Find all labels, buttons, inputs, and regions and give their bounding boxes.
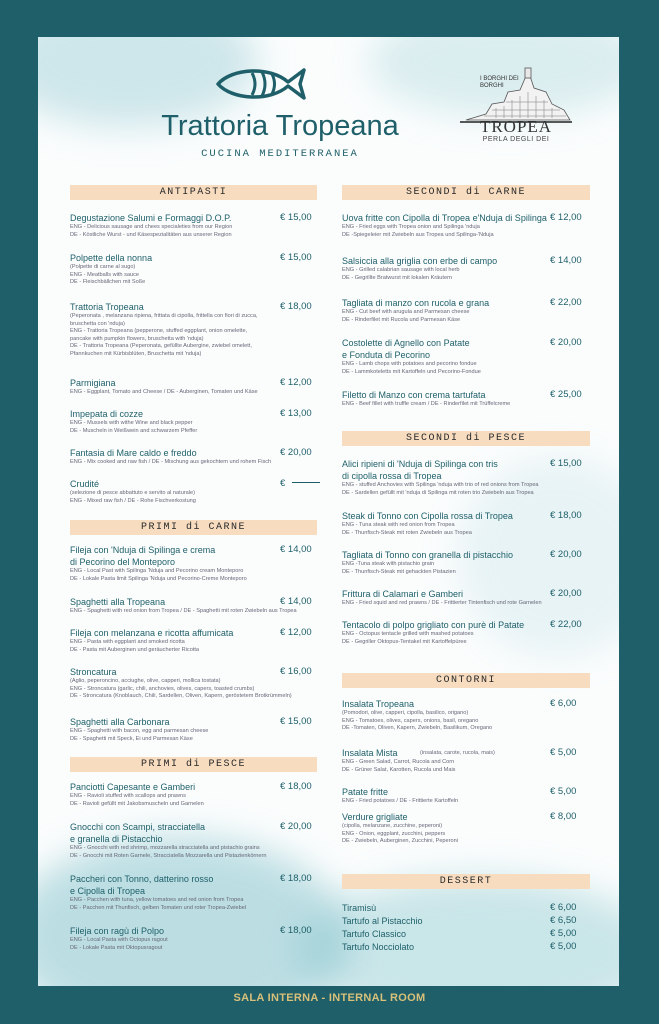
section-header: PRIMI di CARNE [70, 520, 317, 535]
dish-price: € 14,00 [550, 255, 582, 266]
dish-description: DE - Fleischbällchen mit Soße [70, 279, 146, 286]
dish-name: Panciotti Capesante e Gamberi [70, 782, 196, 792]
dish-price: € 15,00 [280, 252, 312, 263]
section-header: SECONDI di CARNE [342, 185, 590, 200]
dish-price: € 12,00 [280, 627, 312, 638]
dish-price: € 6,00 [550, 902, 577, 913]
dish-description: Pfannkuchen mit Kürbisblüten, Bruschetta mit 'nduja) [70, 351, 202, 357]
dish-description: (Polpette di carne al sugo) [70, 264, 136, 270]
dish-price: € 6,00 [550, 698, 577, 709]
dish-price: € 15,00 [280, 716, 312, 727]
dish-description: ENG - stuffed Anchovies with Spilinga 'nduja with trio of red onions from Tropea [342, 482, 539, 488]
dish-name: Polpette della nonna [70, 253, 153, 263]
room-footer: SALA INTERNA - INTERNAL ROOM [233, 992, 426, 1004]
dish-name: Impepata di cozze [70, 409, 144, 419]
dish-name-line2: e Fonduta di Pecorino [342, 350, 431, 360]
dish-description: DE - Sardellen gefüllt mit 'nduja di Spilinga mit roten trio Zwiebeln aus Tropea [342, 489, 534, 496]
dish-description: (cipolla, melanzane, zucchine, peperoni) [342, 823, 443, 829]
dish-description: ENG - Tomatoes, olives, capers, onions, basil, oregano [342, 717, 479, 724]
dish-price: € 18,00 [280, 301, 312, 312]
dish-price: € 12,00 [280, 377, 312, 388]
dish-name: Filetto di Manzo con crema tartufata [342, 390, 486, 400]
dish-name: Patate fritte [342, 787, 389, 797]
dish-price: € 5,00 [550, 928, 577, 939]
section-header: DESSERT [342, 874, 590, 889]
dish-description: ENG - Fried eggs with Tropea onion and Spilinga 'nduja [342, 224, 480, 230]
dish-price: € 20,00 [280, 821, 312, 832]
dish-description: ENG - Tuna steak with red onion from Tropea [342, 522, 455, 528]
dish-price: € 8,00 [550, 811, 577, 822]
dish-description: DE - Lammkoteletts mit Kartoffeln und Pecorino-Fondue [342, 368, 481, 375]
dish-name: Insalata Mista [342, 748, 398, 758]
dish-name: Tiramisù [342, 903, 377, 913]
dish-description: ENG - Mussels with withe Wine and black pepper [70, 420, 193, 426]
dish-description: DE - Grüner Salat, Karotten, Rucola und Mais [342, 766, 456, 773]
dish-description: pancake with pumpkin flowers, bruschetta with 'nduja) [70, 335, 204, 342]
dish-name: Tartufo Classico [342, 929, 407, 939]
dish-price: € 16,00 [280, 666, 312, 677]
dish-description: ENG - Mixed raw fish / DE - Rohe Fischverkostung [70, 497, 196, 504]
dish-description: ENG - Fried potatoes / DE - Frittierte Kartoffeln [342, 798, 459, 804]
dish-description: ENG - Eggplant, Tomato and Cheese / DE - Auberginen, Tomaten und Käse [70, 389, 258, 395]
dish-description: ENG - Delicious sausage and chees specialeties from our Region [70, 224, 233, 230]
dish-price: € 5,00 [550, 941, 577, 952]
dish-name: Crudité [70, 479, 100, 489]
dish-description: ENG - Mix cooked and raw fish / DE - Mischung aus gekochtem und rohem Fisch [70, 459, 272, 465]
dish-description: DE - Lokale Pasta mit Oktopusragout [70, 944, 163, 951]
restaurant-title: Trattoria Tropeana [161, 110, 399, 142]
dish-description: ENG - Octopus tentacle grilled with mashed potatoes [342, 631, 474, 637]
dish-price: € 18,00 [280, 781, 312, 792]
dish-name: Uova fritte con Cipolla di Tropea e'Nduja di Spilinga [342, 213, 547, 223]
dish-price: € 6,50 [550, 915, 577, 926]
dish-description: DE - Zwiebeln, Auberginen, Zucchini, Peperoni [342, 838, 458, 845]
dish-description: ENG - Fried squid and red prawns / DE - Frittierter Tintenfisch und rote Garnelen [342, 600, 542, 606]
dish-description: (Pomodori, olive, capperi, cipolla, basilico, origano) [342, 710, 469, 716]
dish-description: ENG - Stroncatura (garlic, chili, anchovies, olives, capers, toasted crumbs) [70, 685, 255, 692]
dish-description: DE -Tomaten, Oliven, Kapern, Zwiebeln, Basilikum, Oregano [342, 725, 493, 732]
dish-description: bruschetta con 'nduja) [70, 320, 125, 327]
dish-price: € 22,00 [550, 619, 582, 630]
dish-price: € 18,00 [280, 873, 312, 884]
dish-description: ENG - Green Salad, Carrot, Rucola and Corn [342, 759, 455, 765]
dish-note: (insalata, carote, rucola, mais) [420, 749, 495, 756]
dish-price: € 5,00 [550, 786, 577, 797]
logo-tagline: PERLA DEGLI DEI [482, 136, 550, 143]
dish-name: Degustazione Salumi e Formaggi D.O.P. [70, 213, 232, 223]
dish-description: ENG - Beef fillet with truffle cream / DE - Rinderfilet mit Trüffelcreme [342, 401, 511, 407]
dish-price: € 20,00 [550, 549, 582, 560]
restaurant-subtitle: CUCINA MEDITERRANEA [201, 148, 359, 160]
section-header: PRIMI di PESCE [70, 757, 317, 772]
dish-description: DE - Thunfisch-Steak mit gehackten Pistazien [342, 568, 456, 575]
dish-name: Fileja con 'Nduja di Spilinga e crema [70, 545, 216, 555]
dish-name: Trattoria Tropeana [70, 302, 144, 312]
dish-name: Spaghetti alla Tropeana [70, 597, 166, 607]
dish-name: Tagliata di manzo con rucola e grana [342, 298, 490, 308]
dish-description: ENG - Trattoria Tropeana (pepperone, stuffed eggplant, onion omelette, [70, 328, 248, 335]
dish-name: Stroncatura [70, 667, 117, 677]
dish-price: € 5,00 [550, 747, 577, 758]
dish-description: ENG - Meatballs with sauce [70, 271, 140, 278]
dish-description: DE - Muscheln in Weißwein and schwarzem Pfeffer [70, 427, 198, 434]
dish-description: (selezione di pesce abbattuto e servito al naturale) [70, 490, 196, 496]
price-blank-line [292, 482, 320, 483]
dish-description: DE - Thunfisch-Steak mit roten Zwiebeln aus Tropea [342, 529, 472, 536]
dish-name-line2: di Pecorino del Monteporo [70, 557, 176, 567]
dish-name: Insalata Tropeana [342, 699, 415, 709]
dish-description: DE - Trattoria Tropeana (Peperonata, gefüllte Aubergine, zwiebel omelett, [70, 343, 252, 350]
dish-price: € 13,00 [280, 408, 312, 419]
dish-description: ENG - Pacchen with tuna, yellow tomatoes and red onion from Tropea [70, 897, 244, 903]
dish-price: € 14,00 [280, 544, 312, 555]
section-header: CONTORNI [342, 673, 590, 688]
dish-description: DE - Pacchen mit Thunfisch, gelben Tomaten und roter Tropea-Zwiebel [70, 904, 247, 911]
section-header: ANTIPASTI [70, 185, 317, 200]
dish-description: ENG - Ravioli stuffed with scallops and prawns [70, 793, 186, 799]
dish-description: ENG - Gnocchi with red shrimp, mozzarella stracciatella and pistachio grains [70, 845, 260, 851]
dish-name: Tagliata di Tonno con granella di pistacchio [342, 550, 513, 560]
dish-name: Tartufo Nocciolato [342, 942, 415, 952]
dish-name: Costolette di Agnello con Patate [342, 338, 470, 348]
dish-description: ENG - Onion, eggplant, zucchini, peppers [342, 830, 446, 837]
dish-name-line2: e granella di Pistacchio [70, 834, 163, 844]
dish-description: ENG -Tuna steak with pistachio grain [342, 561, 435, 567]
dish-name: Spaghetti alla Carbonara [70, 717, 170, 727]
logo-tropea: TROPEA [479, 117, 553, 136]
dish-description: DE - Lokale Pasta limit Spilinga 'Nduja und Pecorino-Creme Monteporo [70, 575, 247, 582]
dish-name: Fileja con melanzana e ricotta affumicata [70, 628, 234, 638]
dish-name-line2: di cipolla rossa di Tropea [342, 471, 442, 481]
dish-name: Gnocchi con Scampi, stracciatella [70, 822, 206, 832]
dish-name: Parmigiana [70, 378, 116, 388]
dish-description: (Aglio, peperoncino, acciughe, olive, capperi, mollica tostata) [70, 678, 221, 684]
dish-name: Fantasia di Mare caldo e freddo [70, 448, 197, 458]
dish-name: Salsiccia alla griglia con erbe di campo [342, 256, 498, 266]
dish-price: € 22,00 [550, 297, 582, 308]
dish-description: DE - Gnocchi mit Roten Garnele, Stracciatella Mozzarella und Pistazienkörnern [70, 852, 267, 859]
dish-price: € [280, 478, 286, 489]
dish-description: ENG - Pasta with eggplant and smoked ricotta [70, 639, 185, 645]
dish-price: € 20,00 [550, 337, 582, 348]
dish-price: € 18,00 [550, 510, 582, 521]
dish-description: ENG - Lamb chops with potatoes and pecorino fondue [342, 361, 477, 367]
dish-description: DE - Köstliche Wurst - und Käsespezialitäten aus unserer Region [70, 231, 232, 238]
dish-price: € 25,00 [550, 389, 582, 400]
logo-top-text: I BORGHI DEI BORGHI [480, 76, 519, 89]
dish-name: Paccheri con Tonno, datterino rosso [70, 874, 214, 884]
dish-description: ENG - Spaghetti with red onion from Tropea / DE - Spaghetti mit roten Zwiebeln aus Tropea [70, 608, 297, 614]
dish-price: € 20,00 [280, 447, 312, 458]
dish-description: DE - Ravioli gefüllt mit Jakobsmuscheln und Garnelen [70, 800, 204, 807]
dish-price: € 15,00 [550, 458, 582, 469]
dish-name: Steak di Tonno con Cipolla rossa di Tropea [342, 511, 513, 521]
dish-price: € 12,00 [550, 212, 582, 223]
section-header: SECONDI di PESCE [342, 431, 590, 446]
dish-description: ENG - Spaghetti with bacon, egg and parmesan cheese [70, 728, 209, 734]
dish-price: € 20,00 [550, 588, 582, 599]
dish-name: Fileja con ragù di Polpo [70, 926, 165, 936]
dish-price: € 15,00 [280, 212, 312, 223]
dish-name: Tentacolo di polpo grigliato con purè di Patate [342, 620, 525, 630]
dish-description: DE - Stroncatura (Knoblauch, Chili, Sardellen, Oliven, Kapern, geröstetem Brotkrümmeln) [70, 693, 292, 700]
dish-description: DE - Gegrillte Bratwurst mit lokalen Kräutern [342, 274, 453, 281]
dish-description: ENG - Grilled calabrian sausage with local herb [342, 267, 460, 273]
dish-description: DE - Pasta mit Auberginen und geräucherter Ricotta [70, 646, 200, 653]
fish-icon [214, 66, 306, 102]
dish-description: DE -Spiegeleier mit Zwiebeln aus Tropea und Spilinga-'Nduja [342, 231, 494, 238]
dish-description: ENG - Local Pasta with Octopus ragout [70, 937, 168, 943]
dish-description: DE - Spaghetti mit Speck, Ei und Parmesan Käse [70, 735, 193, 742]
dish-description: ENG - Local Past with Spilinga 'Nduja and Pecorino cream Monteporo [70, 568, 244, 574]
dish-price: € 14,00 [280, 596, 312, 607]
dish-name: Frittura di Calamari e Gamberi [342, 589, 464, 599]
dish-name: Alici ripieni di 'Nduja di Spilinga con tris [342, 459, 498, 469]
dish-description: (Peperonata , melanzana ripiena, frittata di cipolla, frittella con fiori di zucca, [70, 313, 258, 319]
dish-description: DE - Gegriller Oktopus-Tentakel mit Kartoffelpüree [342, 638, 467, 645]
dish-name: Tartufo al Pistacchio [342, 916, 423, 926]
dish-description: ENG - Cut beef with arugula and Parmesan cheese [342, 309, 470, 315]
dish-name-line2: e Cipolla di Tropea [70, 886, 146, 896]
dish-description: DE - Rinderfilet mit Rucola und Parmesan Käse [342, 316, 461, 323]
dish-name: Verdure grigliate [342, 812, 408, 822]
dish-price: € 18,00 [280, 925, 312, 936]
